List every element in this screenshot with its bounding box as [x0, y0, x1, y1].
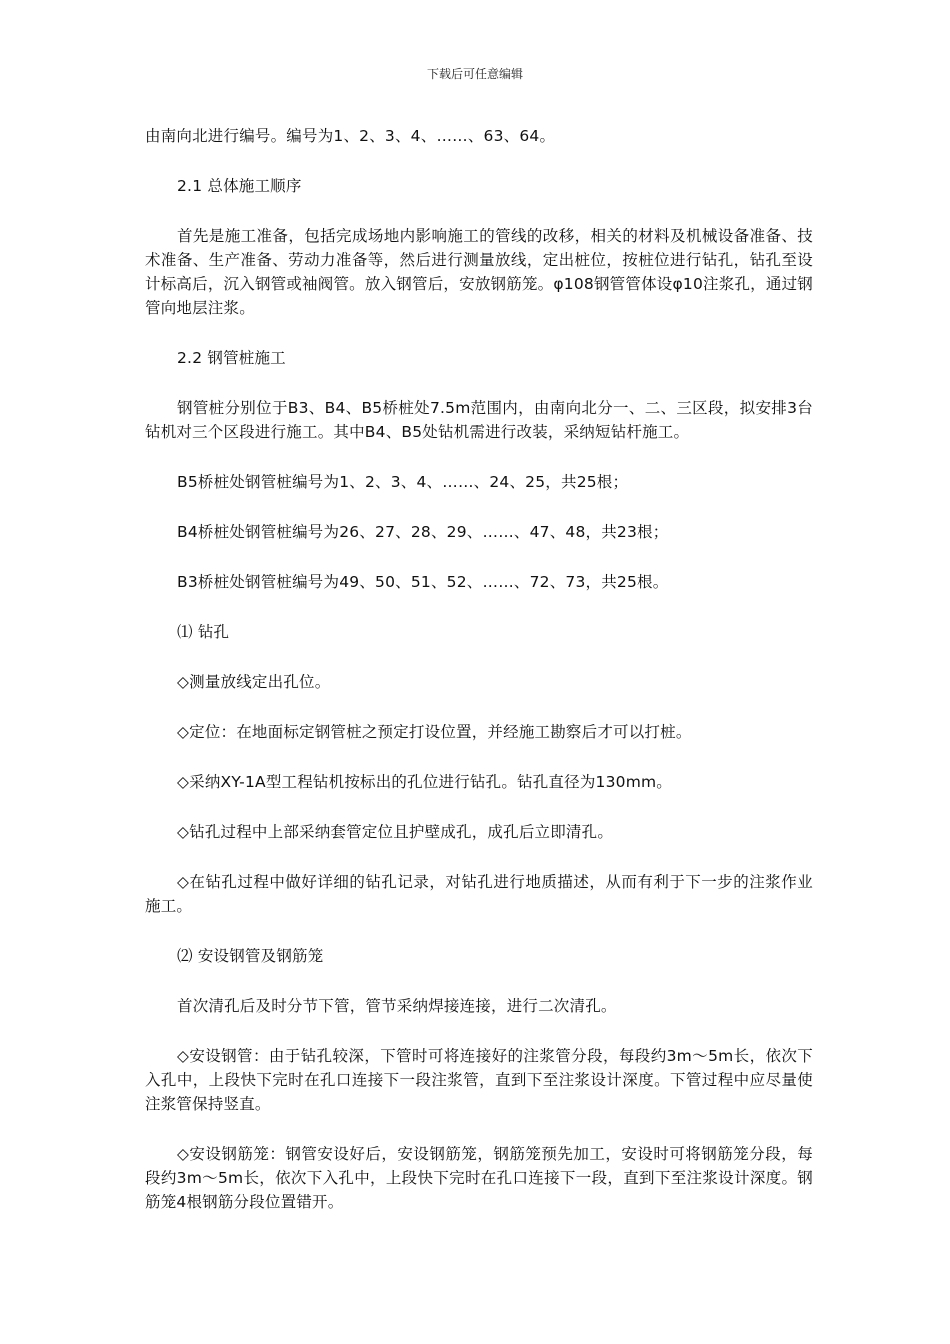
bullet-casing: ◇钻孔过程中上部采纳套管定位且护壁成孔，成孔后立即清孔。 [177, 823, 614, 841]
page-header: 下载后可任意编辑 [426, 67, 523, 81]
bullet-install-pipe: ◇安设钢管：由于钻孔较深，下管时可将连接好的注浆管分段，每段约3m～5m长，依次下入孔中，上段快下完时在孔口连接下一段注浆管，直到下至注浆设计深度。下管过程中应尽量使注浆管保持竖直。 [145, 1047, 813, 1113]
paragraph-pile-location: 钢管桩分别位于B3、B4、B5桥桩处7.5m范围内，由南向北分一、二、三区段，拟安排3台钻机对三个区段进行施工。其中B4、B5处钻机需进行改装，采纳短钻杆施工。 [145, 399, 813, 441]
bullet-drill-rig: ◇采纳XY-1A型工程钻机按标出的孔位进行钻孔。钻孔直径为130mm。 [177, 773, 673, 791]
paragraph-first-cleaning: 首次清孔后及时分节下管，管节采纳焊接连接，进行二次清孔。 [177, 997, 617, 1015]
paragraph-numbering: 由南向北进行编号。编号为1、2、3、4、……、63、64。 [145, 127, 556, 145]
bullet-positioning: ◇定位：在地面标定钢管桩之预定打设位置，并经施工勘察后才可以打桩。 [177, 723, 692, 741]
paragraph-b3-piles: B3桥桩处钢管桩编号为49、50、51、52、……、72、73，共25根。 [177, 573, 669, 591]
bullet-drilling-record: ◇在钻孔过程中做好详细的钻孔记录，对钻孔进行地质描述，从而有利于下一步的注浆作业施工。 [145, 873, 813, 915]
paragraph-b5-piles: B5桥桩处钢管桩编号为1、2、3、4、……、24、25，共25根； [177, 473, 629, 491]
heading-2-1: 2.1 总体施工顺序 [177, 177, 302, 195]
bullet-install-cage: ◇安设钢筋笼：钢管安设好后，安设钢筋笼，钢筋笼预先加工，安设时可将钢筋笼分段，每段约3m～5m长，依次下入孔中，上段快下完时在孔口连接下一段，直到下至注浆设计深度。钢筋笼4根钢筋分段位置错开。 [145, 1145, 813, 1211]
paragraph-b4-piles: B4桥桩处钢管桩编号为26、27、28、29、……、47、48，共23根； [177, 523, 669, 541]
bullet-survey: ◇测量放线定出孔位。 [177, 673, 331, 691]
paragraph-construction-sequence: 首先是施工准备，包括完成场地内影响施工的管线的改移，相关的材料及机械设备准备、技术准备、生产准备、劳动力准备等，然后进行测量放线，定出桩位，按桩位进行钻孔，钻孔至设计标高后，沉入钢管或袖阀管。放入钢管后，安放钢筋笼。φ108钢管管体设φ10注浆孔，通过钢管向地层注浆。 [145, 227, 813, 317]
document-body [145, 124, 813, 1240]
subheading-pipe-cage: ⑵ 安设钢管及钢筋笼 [177, 947, 324, 965]
heading-2-2: 2.2 钢管桩施工 [177, 349, 286, 367]
subheading-drilling: ⑴ 钻孔 [177, 623, 230, 641]
